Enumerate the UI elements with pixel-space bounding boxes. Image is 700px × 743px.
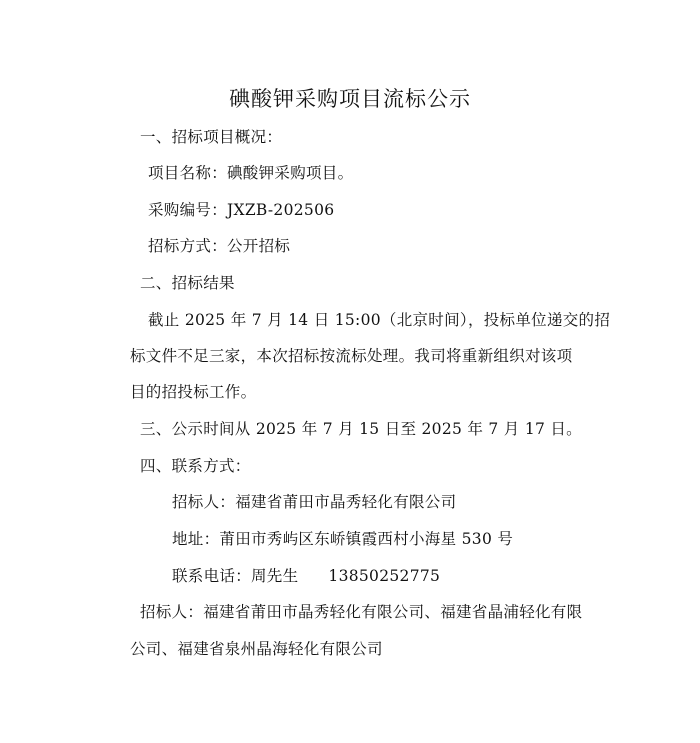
- procurement-number: 采购编号：JXZB-202506: [148, 201, 335, 219]
- section1-heading: 一、招标项目概况：: [140, 128, 283, 146]
- tenderer-line: 招标人：福建省莆田市晶秀轻化有限公司: [172, 493, 457, 511]
- address-line: 地址：莆田市秀屿区东峤镇霞西村小海星 530 号: [172, 530, 514, 548]
- section2-heading: 二、招标结果: [140, 274, 235, 292]
- contact-label: 联系电话：周先生: [172, 567, 299, 585]
- closing-line2: 公司、福建省泉州晶海轻化有限公司: [130, 640, 383, 658]
- result-paragraph-line2: 标文件不足三家，本次招标按流标处理。我司将重新组织对该项: [130, 347, 573, 365]
- result-paragraph-line3: 目的招投标工作。: [130, 383, 257, 401]
- contact-line: [172, 566, 440, 586]
- contact-phone: 13850252775: [328, 567, 441, 585]
- result-paragraph-line1: 截止 2025 年 7 月 14 日 15:00（北京时间），投标单位递交的招: [148, 311, 611, 329]
- section4-heading: 四、联系方式：: [140, 457, 251, 475]
- closing-line1: 招标人：福建省莆田市晶秀轻化有限公司、福建省晶浦轻化有限: [140, 603, 583, 621]
- project-name: 项目名称：碘酸钾采购项目。: [148, 164, 354, 182]
- document-title: 碘酸钾采购项目流标公示: [229, 87, 471, 111]
- bid-method: 招标方式：公开招标: [148, 237, 291, 255]
- announcement-period: 三、公示时间从 2025 年 7 月 15 日至 2025 年 7 月 17 日。: [140, 420, 582, 438]
